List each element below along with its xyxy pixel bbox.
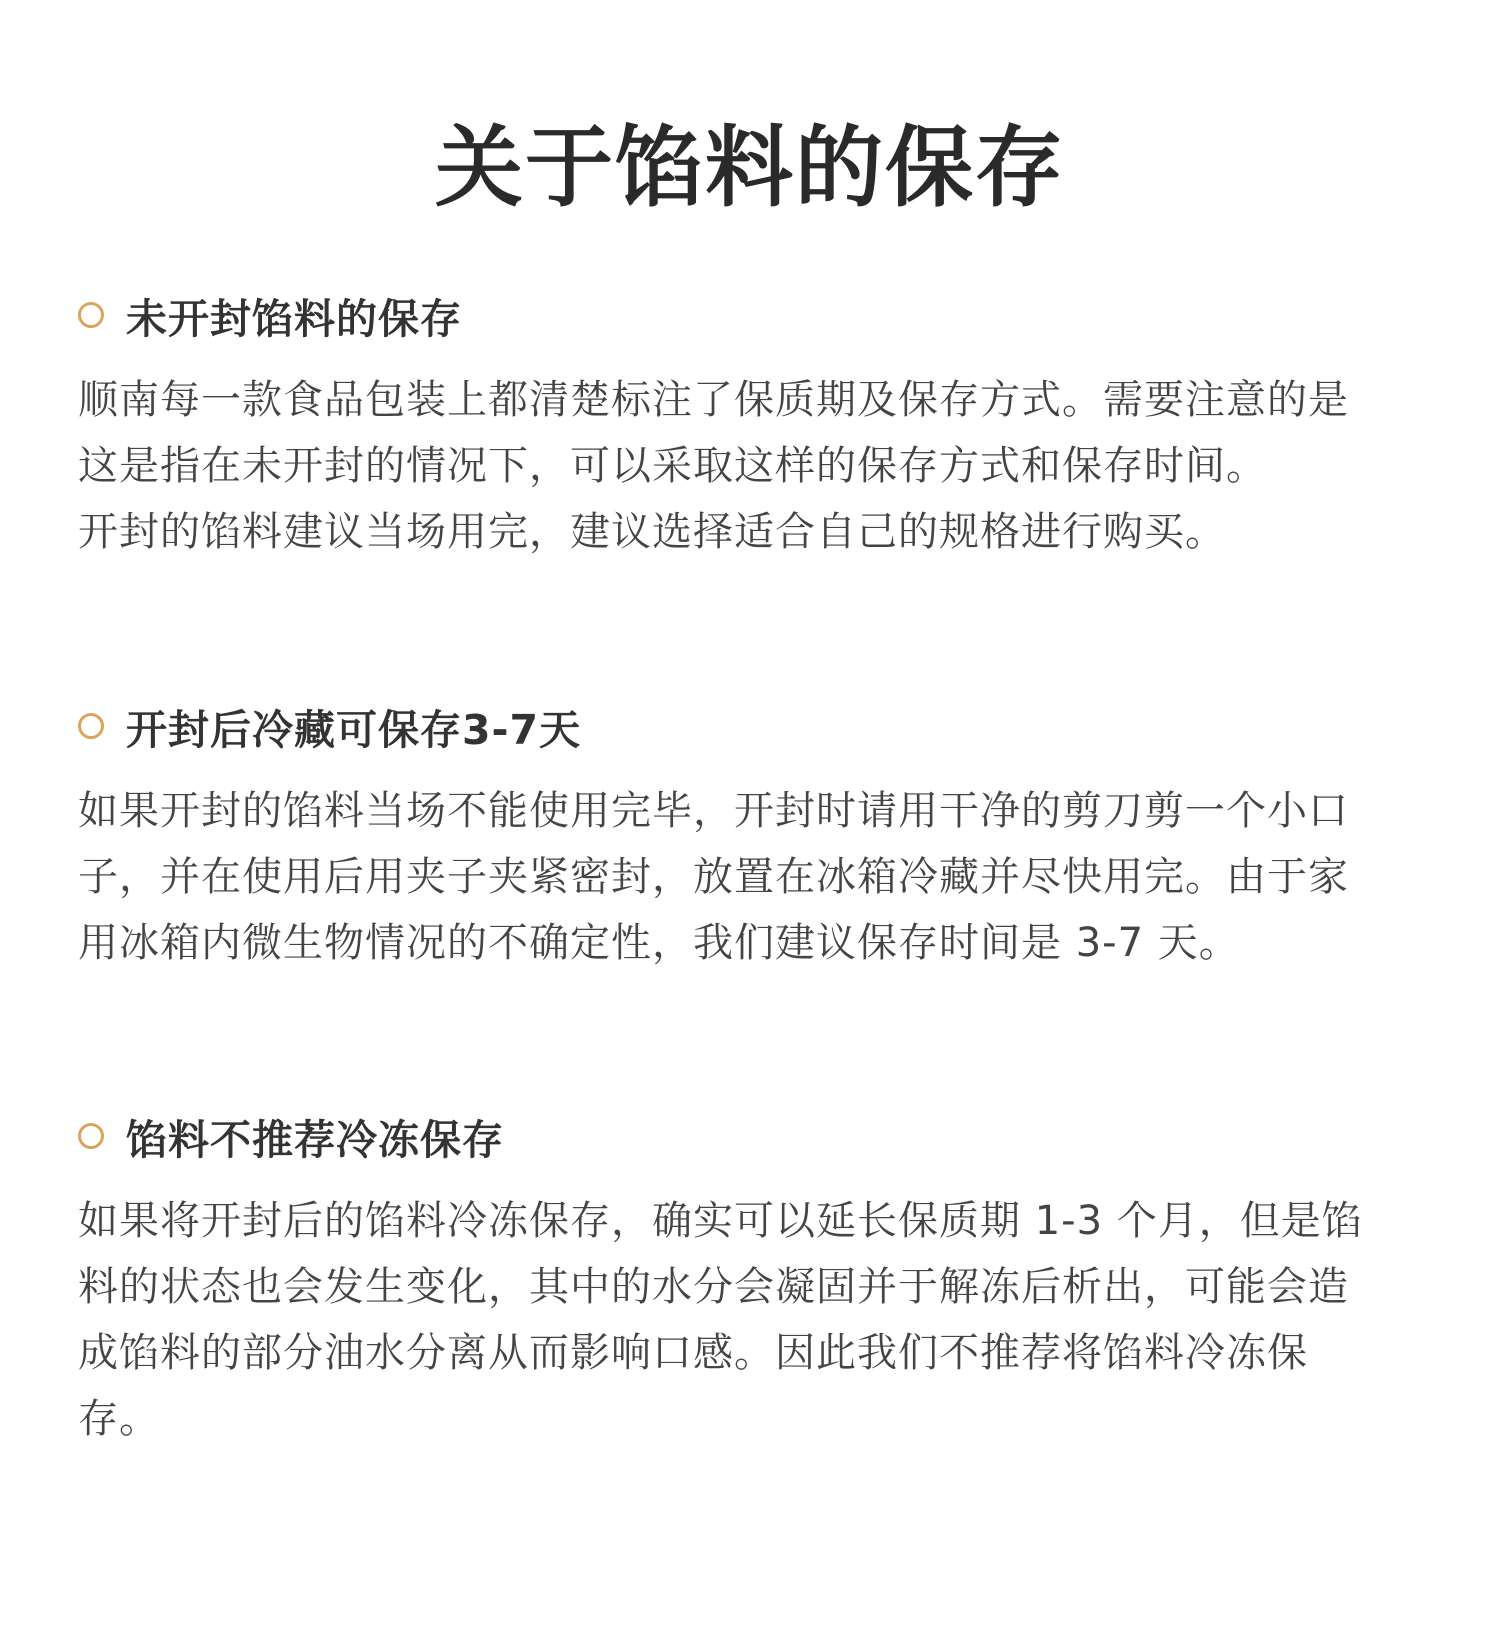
paragraph: 如果将开封后的馅料冷冻保存，确实可以延长保质期 1-3 个月，但是馅料的状态也会发生变化，其中的水分会凝固并于解冻后析出，可能会造成馅料的部分油水分离从而影响口感。因此我们不推荐将馅料冷冻保存。 [78, 1198, 1363, 1442]
circle-outline-icon [78, 302, 104, 328]
section-heading-text: 开封后冷藏可保存3-7天 [126, 705, 582, 754]
section-heading [78, 285, 1378, 345]
paragraph: 开封的馅料建议当场用完，建议选择适合自己的规格进行购买。 [78, 509, 1226, 555]
section-body [78, 1188, 1378, 1452]
section-body [78, 367, 1378, 565]
section-body [78, 778, 1378, 976]
page-title-text: 关于馅料的保存 [434, 116, 1065, 219]
section-unopened-storage [78, 285, 1378, 565]
circle-outline-icon [78, 713, 104, 739]
section-heading-text: 未开封馅料的保存 [126, 294, 462, 343]
section-heading [78, 696, 1378, 756]
section-freezing-not-recommended [78, 1106, 1378, 1452]
section-refrigerated-storage [78, 696, 1378, 976]
section-heading-text: 馅料不推荐冷冻保存 [126, 1115, 504, 1164]
circle-outline-icon [78, 1123, 104, 1149]
page-title [429, 118, 1071, 218]
section-heading [78, 1106, 1378, 1166]
paragraph: 如果开封的馅料当场不能使用完毕，开封时请用干净的剪刀剪一个小口子，并在使用后用夹子夹紧密封，放置在冰箱冷藏并尽快用完。由于家用冰箱内微生物情况的不确定性，我们建议保存时间是 3-7 天。 [78, 788, 1349, 966]
paragraph: 顺南每一款食品包装上都清楚标注了保质期及保存方式。需要注意的是这是指在未开封的情况下，可以采取这样的保存方式和保存时间。 [78, 377, 1349, 489]
title-area [0, 118, 1500, 218]
